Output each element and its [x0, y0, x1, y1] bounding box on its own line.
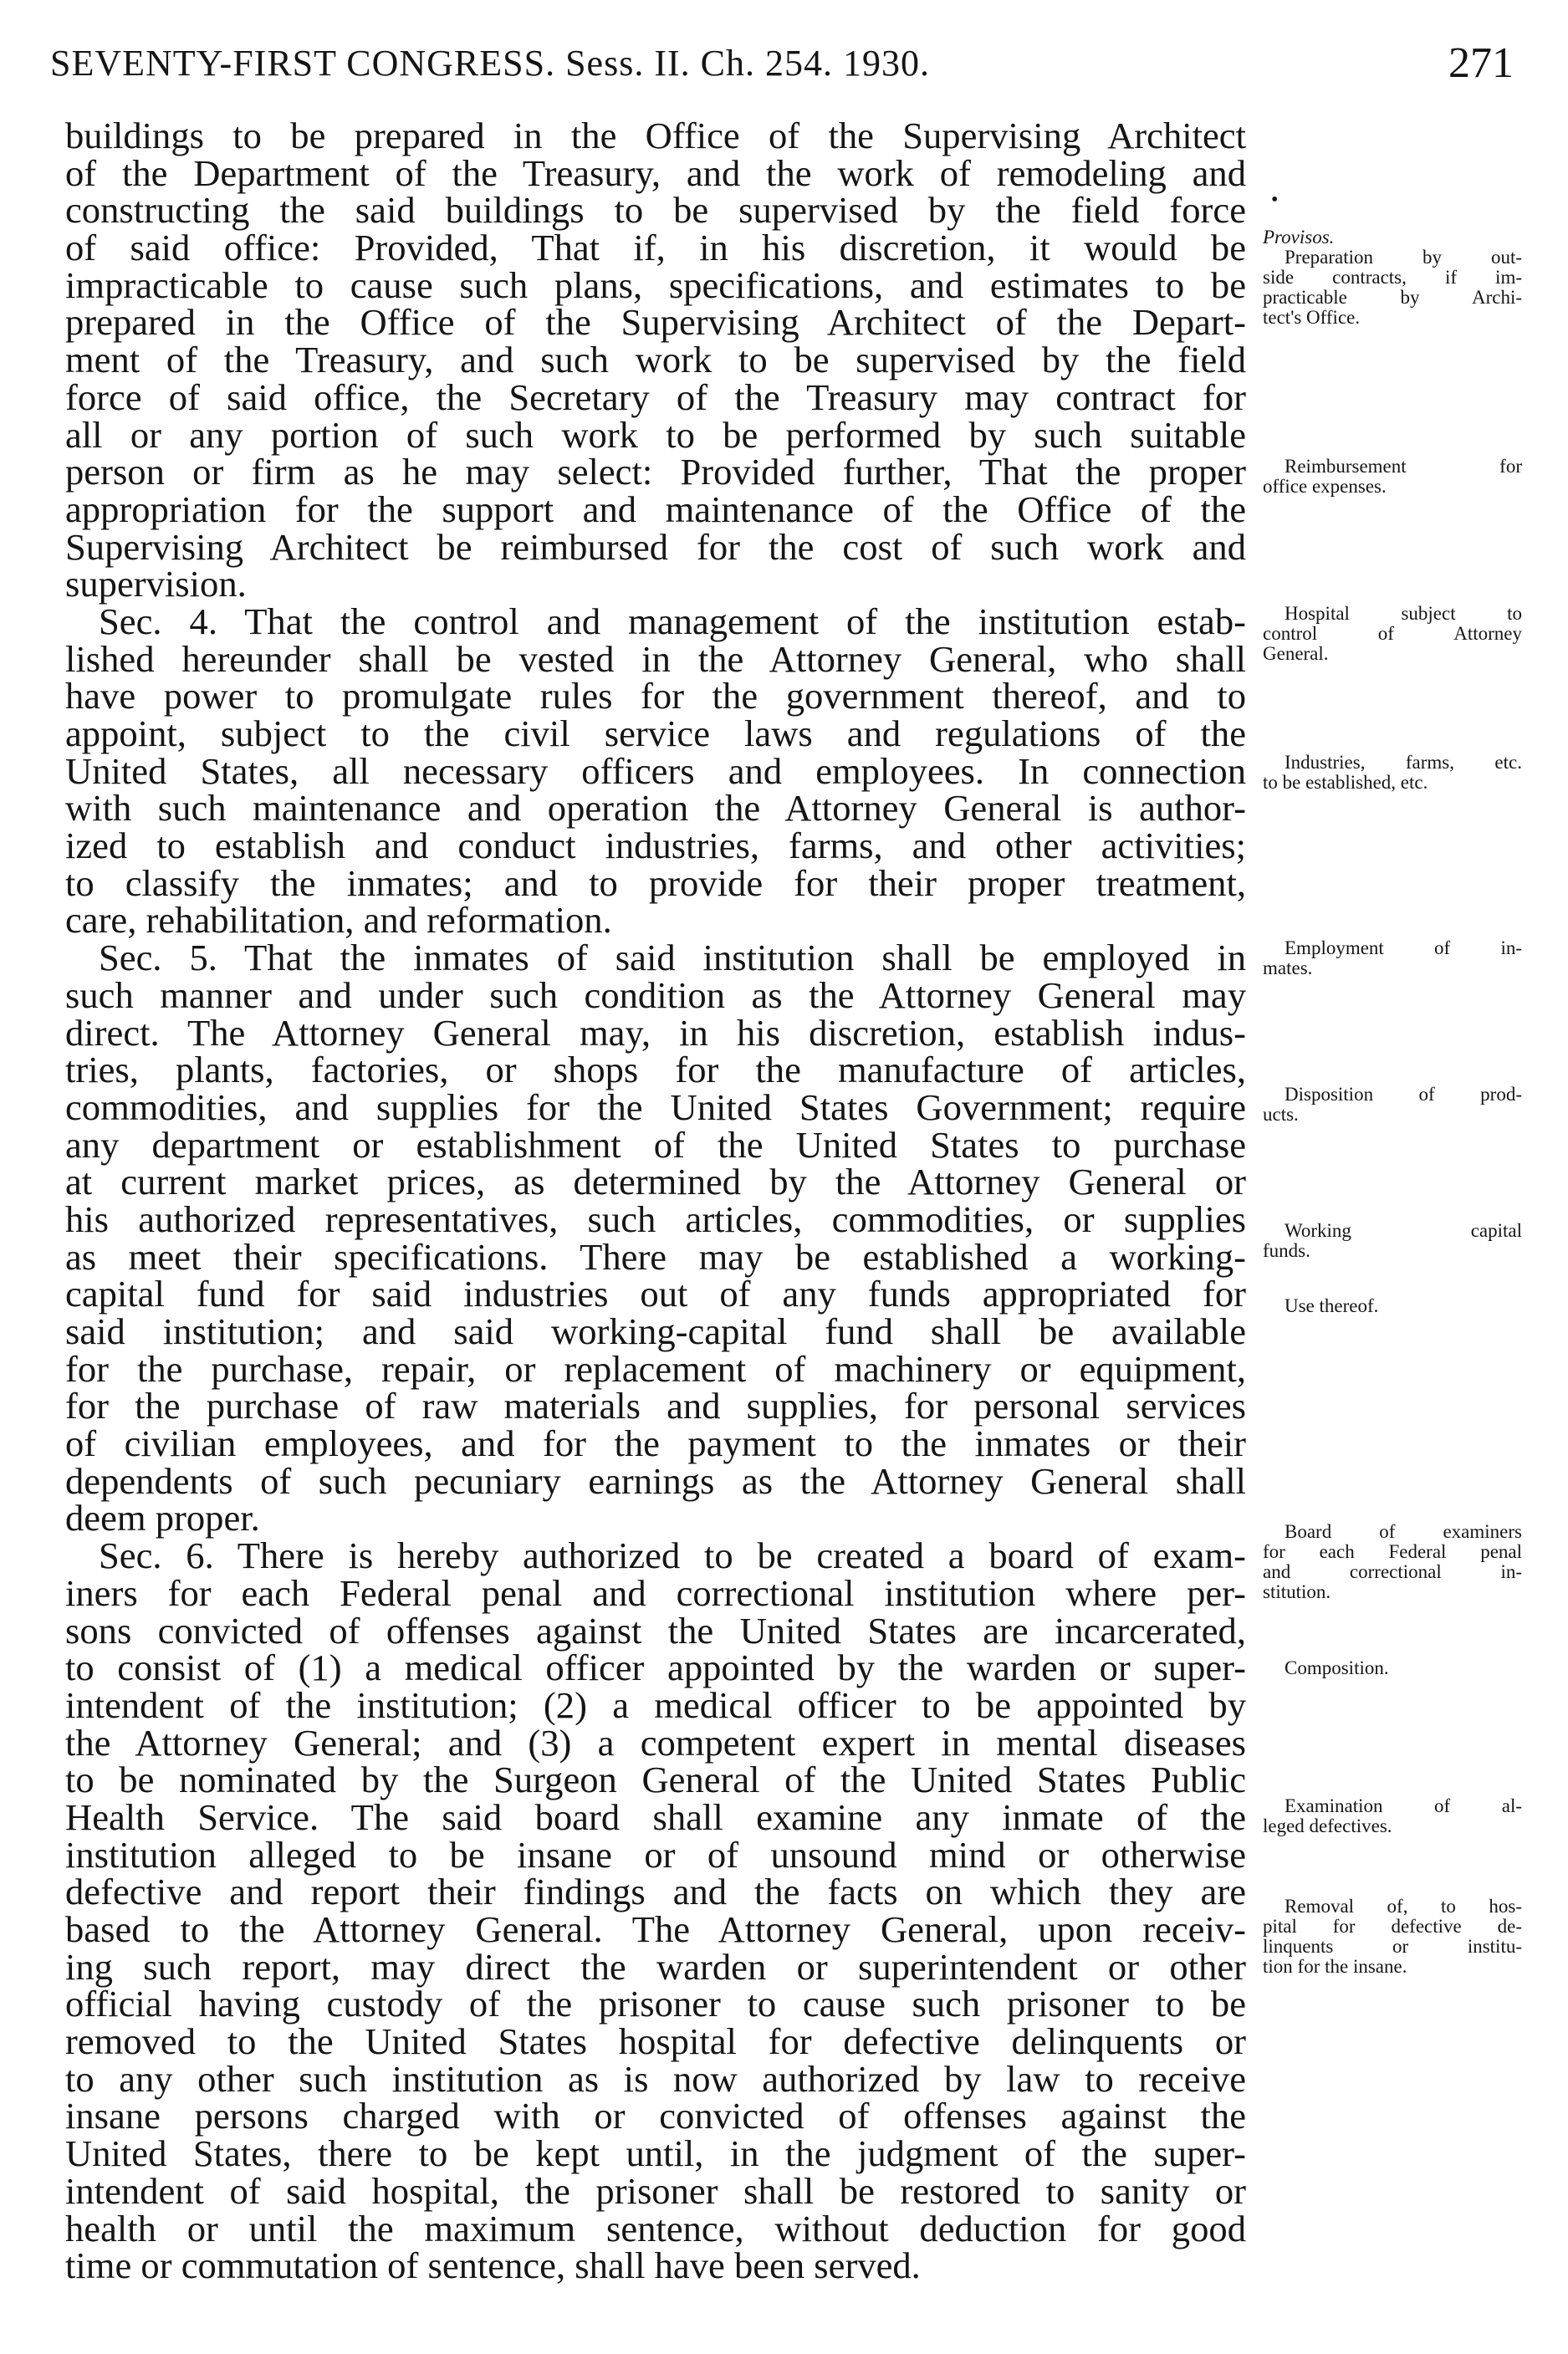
margin-note-line: tion for the insane. — [1263, 1956, 1407, 1977]
margin-note-working-capital — [1263, 1221, 1522, 1261]
body-line: United States, all necessary officers and employees. In connection — [65, 749, 1246, 792]
body-line: direct. The Attorney General may, in his discretion, establish indus- — [65, 1011, 1246, 1054]
body-line: ing such report, may direct the warden or superintendent or other — [65, 1945, 1246, 1988]
margin-note-line: funds. — [1263, 1240, 1310, 1261]
body-line: commodities, and supplies for the United States Government; require — [65, 1085, 1246, 1128]
margin-note-line: General. — [1263, 643, 1329, 664]
body-line: time or commutation of sentence, shall have been served. — [65, 2244, 921, 2287]
body-line: of the Department of the Treasury, and the work of remodeling and — [65, 151, 1246, 194]
body-line: based to the Attorney General. The Attorney General, upon receiv- — [65, 1908, 1246, 1950]
margin-note-line: for each Federal penal — [1263, 1541, 1522, 1562]
running-head: SEVENTY-FIRST CONGRESS. Sess. II. Ch. 254. 1930. — [50, 43, 930, 84]
margin-note-line: practicable by Archi- — [1263, 287, 1522, 308]
margin-note-line: to be established, etc. — [1263, 772, 1428, 793]
page-number: 271 — [1448, 39, 1514, 87]
margin-note-line: Board of examiners — [1285, 1521, 1522, 1542]
body-line: tries, plants, factories, or shops for the manufacture of articles, — [65, 1049, 1246, 1091]
body-line: said institution; and said working-capital fund shall be available — [65, 1310, 1246, 1352]
body-line: removed to the United States hospital for defective delinquents or — [65, 2020, 1246, 2063]
body-line: as meet their specifications. There may be established a working- — [65, 1235, 1246, 1278]
body-line: impracticable to cause such plans, specifications, and estimates to be — [65, 263, 1246, 306]
body-line: for the purchase of raw materials and supplies, for personal services — [65, 1385, 1246, 1427]
body-line: dependents of such pecuniary earnings as the Attorney General shall — [65, 1459, 1246, 1502]
body-line: to be nominated by the Surgeon General of the United States Public — [65, 1759, 1246, 1801]
body-line: his authorized representatives, such articles, commodities, or supplies — [65, 1197, 1246, 1240]
margin-note-line: stitution. — [1263, 1581, 1331, 1602]
body-line: intendent of the institution; (2) a medical officer to be appointed by — [65, 1683, 1246, 1726]
margin-note-line: Provisos. — [1263, 227, 1335, 248]
margin-note-line: control of Attorney — [1263, 623, 1522, 644]
body-line: buildings to be prepared in the Office of the Supervising Architect — [65, 115, 1246, 156]
body-line: prepared in the Office of the Supervising Architect of the Depart- — [65, 301, 1246, 344]
margin-note-employment — [1263, 938, 1522, 978]
body-line: Health Service. The said board shall examine any inmate of the — [65, 1795, 1246, 1838]
margin-note-line: Examination of al- — [1285, 1795, 1522, 1816]
body-line: institution alleged to be insane or of unsound mind or otherwise — [65, 1833, 1246, 1876]
body-line: intendent of said hospital, the prisoner shall be restored to sanity or — [65, 2169, 1246, 2212]
body-line: supervision. — [65, 563, 247, 605]
margin-note-line: Employment of in- — [1285, 937, 1522, 958]
body-line: have power to promulgate rules for the government thereof, and to — [65, 675, 1246, 717]
body-line: ized to establish and conduct industries, farms, and other activities; — [65, 825, 1246, 867]
body-line: defective and report their findings and the facts on which they are — [65, 1871, 1246, 1913]
body-line: United States, there to be kept until, in the judgment of the super- — [65, 2132, 1246, 2175]
margin-note-line: Working capital — [1285, 1220, 1522, 1241]
body-line: appropriation for the support and maintenance of the Office of the — [65, 488, 1246, 530]
body-line: all or any portion of such work to be performed by such suitable — [65, 413, 1246, 456]
margin-note-line: Use thereof. — [1285, 1295, 1379, 1316]
margin-note-line: mates. — [1263, 957, 1313, 978]
body-line: person or firm as he may select: Provided further, That the proper — [65, 451, 1246, 493]
body-line: with such maintenance and operation the Attorney General is author- — [65, 787, 1246, 830]
margin-note-line: Disposition of prod- — [1285, 1084, 1522, 1105]
section-5-start: Sec. 5. That the inmates of said institution shall be employed in — [99, 937, 1246, 979]
body-line: appoint, subject to the civil service laws and regulations of the — [65, 712, 1246, 754]
margin-note-line: and correctional in- — [1263, 1561, 1522, 1582]
body-line: of said office: Provided, That if, in his discretion, it would be — [65, 227, 1246, 269]
body-line: the Attorney General; and (3) a competent expert in mental diseases — [65, 1721, 1246, 1764]
section-6-start: Sec. 6. There is hereby authorized to be created a board of exam- — [99, 1534, 1246, 1577]
body-line: health or until the maximum sentence, without deduction for good — [65, 2207, 1246, 2249]
margin-note-industries — [1263, 753, 1522, 793]
body-line: to consist of (1) a medical officer appointed by the warden or super- — [65, 1647, 1246, 1689]
body-line: any department or establishment of the United States to purchase — [65, 1123, 1246, 1166]
margin-note-line: Composition. — [1285, 1657, 1389, 1678]
margin-note-board — [1263, 1522, 1522, 1602]
margin-note-disposition — [1263, 1085, 1522, 1125]
section-4-start: Sec. 4. That the control and management of the institution estab- — [99, 600, 1246, 642]
margin-note-removal — [1263, 1897, 1522, 1977]
margin-note-line: Hospital subject to — [1285, 603, 1522, 624]
body-line: such manner and under such condition as the Attorney General may — [65, 973, 1246, 1016]
margin-note-line: Preparation by out- — [1285, 247, 1522, 268]
body-line: lished hereunder shall be vested in the Attorney General, who shall — [65, 637, 1246, 680]
body-line: official having custody of the prisoner to cause such prisoner to be — [65, 1983, 1246, 2025]
margin-note-line: Removal of, to hos- — [1285, 1896, 1522, 1917]
body-line: deem proper. — [65, 1497, 260, 1540]
body-line: at current market prices, as determined by the Attorney General or — [65, 1161, 1246, 1203]
margin-note-reimbursement — [1263, 457, 1522, 497]
margin-note-line: leged defectives. — [1263, 1815, 1392, 1836]
body-line: iners for each Federal penal and correctional institution where per- — [65, 1571, 1246, 1614]
margin-note-hospital-control — [1263, 604, 1522, 664]
margin-note-line: ucts. — [1263, 1104, 1299, 1125]
statute-body — [65, 117, 1246, 2285]
body-line: for the purchase, repair, or replacement of machinery or equipment, — [65, 1347, 1246, 1390]
body-line: of civilian employees, and for the payment to the inmates or their — [65, 1422, 1246, 1465]
margin-note-line: Industries, farms, etc. — [1285, 752, 1522, 773]
margin-note-line: side contracts, if im- — [1263, 267, 1522, 288]
margin-note-line: office expenses. — [1263, 476, 1387, 497]
body-line: force of said office, the Secretary of the Treasury may contract for — [65, 375, 1246, 418]
margin-note-examination — [1263, 1796, 1522, 1836]
margin-note-line: linquents or institu- — [1263, 1936, 1522, 1957]
stray-mark: • — [1271, 189, 1279, 211]
body-line: to classify the inmates; and to provide for their proper treatment, — [65, 861, 1246, 904]
margin-note-composition — [1263, 1658, 1522, 1678]
running-header — [50, 39, 1514, 92]
margin-note-provisos — [1263, 227, 1522, 328]
margin-note-line: tect's Office. — [1263, 307, 1361, 328]
body-line: sons convicted of offenses against the United States are incarcerated, — [65, 1609, 1246, 1652]
margin-note-use-thereof — [1263, 1296, 1522, 1316]
margin-note-line: Reimbursement for — [1285, 456, 1522, 477]
body-line: to any other such institution as is now authorized by law to receive — [65, 2057, 1246, 2100]
body-line: ment of the Treasury, and such work to be supervised by the field — [65, 339, 1246, 381]
margin-note-line: pital for defective de- — [1263, 1916, 1522, 1937]
body-line: insane persons charged with or convicted of offenses against the — [65, 2095, 1246, 2137]
body-line: capital fund for said industries out of any funds appropriated for — [65, 1273, 1246, 1315]
body-line: Supervising Architect be reimbursed for the cost of such work and — [65, 525, 1246, 568]
body-line: care, rehabilitation, and reformation. — [65, 899, 612, 942]
body-line: constructing the said buildings to be supervised by the field force — [65, 189, 1246, 232]
